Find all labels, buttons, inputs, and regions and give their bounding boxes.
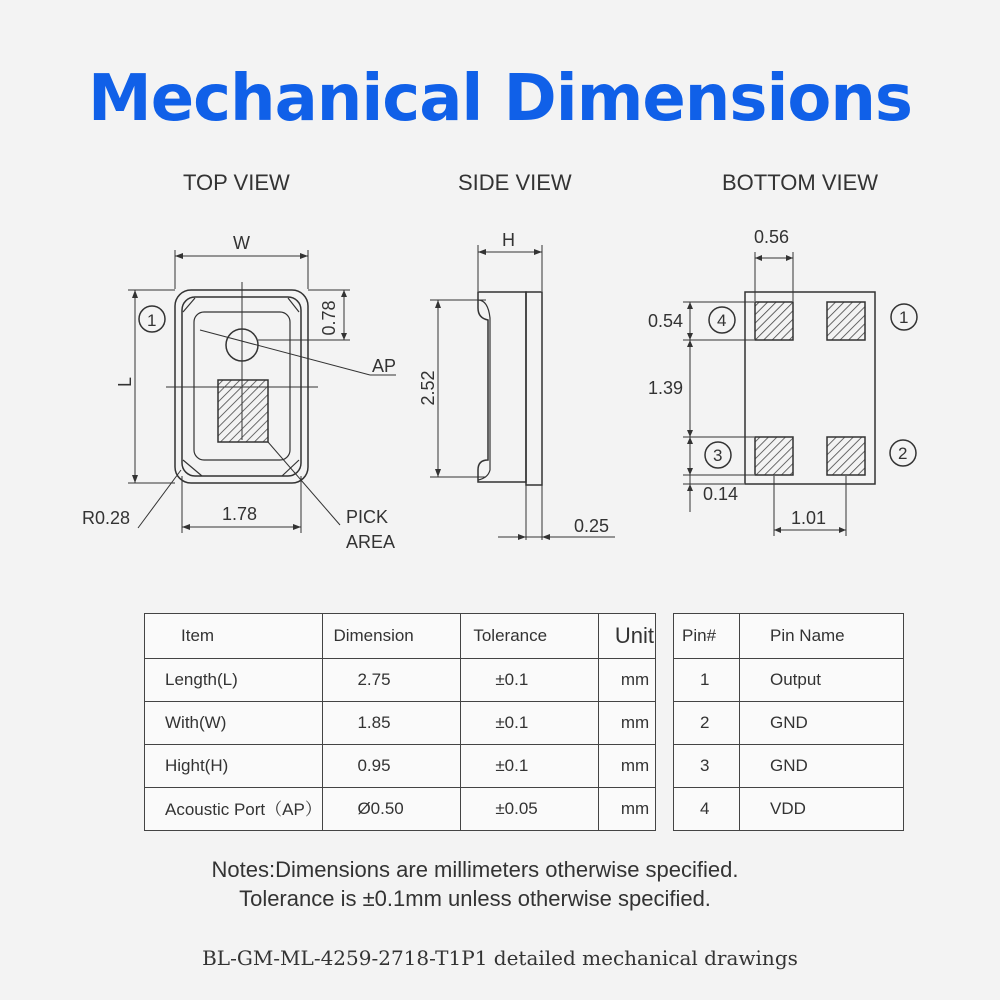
spec-header-dimension: Dimension	[323, 614, 461, 659]
spec-dimension: 1.85	[323, 702, 461, 745]
spec-item: Length(L)	[145, 659, 323, 702]
dim-025: 0.25	[574, 516, 610, 536]
page-title: Mechanical Dimensions	[88, 62, 912, 136]
caption: BL-GM-ML-4259-2718-T1P1 detailed mechanical drawings	[202, 946, 798, 970]
spec-dimension: 0.95	[323, 745, 461, 788]
table-row	[145, 659, 656, 702]
table-row	[145, 745, 656, 788]
pin-table	[673, 613, 904, 831]
bottom-view-labels	[648, 227, 908, 528]
pin-name: VDD	[740, 788, 904, 831]
table-row	[674, 745, 904, 788]
dim-178: 1.78	[222, 504, 258, 524]
spec-item: Acoustic Port（AP）	[145, 788, 323, 831]
spec-header-tolerance: Tolerance	[461, 614, 599, 659]
pin-number: 4	[674, 788, 740, 831]
spec-tolerance: ±0.1	[461, 702, 599, 745]
spec-item: With(W)	[145, 702, 323, 745]
dim-054: 0.54	[648, 311, 684, 331]
dim-l: L	[115, 376, 135, 387]
side-lid	[526, 292, 542, 485]
spec-unit: mm	[598, 788, 655, 831]
side-view-labels	[418, 230, 609, 536]
pin-name: GND	[740, 745, 904, 788]
table-row	[145, 788, 656, 831]
pin-number: 1	[674, 659, 740, 702]
pick-area	[218, 380, 268, 442]
pin-header-number: Pin#	[674, 614, 740, 659]
top-view-label: TOP VIEW	[183, 170, 290, 195]
spec-unit: mm	[598, 745, 655, 788]
pin-name: GND	[740, 702, 904, 745]
bottom-view-label: BOTTOM VIEW	[722, 170, 879, 195]
pick-label-2: AREA	[346, 532, 396, 552]
pad-1	[827, 302, 865, 340]
bottom-pin3: 3	[713, 446, 723, 465]
dim-078: 0.78	[319, 300, 339, 336]
spec-item: Hight(H)	[145, 745, 323, 788]
spec-header-item: Item	[145, 614, 323, 659]
pad-3	[755, 437, 793, 475]
dim-056: 0.56	[754, 227, 790, 247]
pin-number: 2	[674, 702, 740, 745]
bottom-pin1: 1	[899, 308, 909, 327]
spec-dimension: 2.75	[323, 659, 461, 702]
spec-unit: mm	[598, 702, 655, 745]
dim-w: W	[233, 233, 250, 253]
pin-header-name: Pin Name	[740, 614, 904, 659]
top-pin1: 1	[147, 311, 157, 330]
pin-header-row	[674, 614, 904, 659]
table-row	[674, 702, 904, 745]
spec-dimension: Ø0.50	[323, 788, 461, 831]
spec-unit: mm	[598, 659, 655, 702]
dim-h: H	[502, 230, 515, 250]
table-row	[145, 702, 656, 745]
spec-tolerance: ±0.1	[461, 745, 599, 788]
dim-014: 0.14	[703, 484, 739, 504]
dim-r028: R0.28	[82, 508, 131, 528]
notes-line-2: Tolerance is ±0.1mm unless otherwise specified.	[239, 886, 711, 911]
spec-table	[144, 613, 656, 831]
dim-139: 1.39	[648, 378, 684, 398]
side-view-label: SIDE VIEW	[458, 170, 572, 195]
spec-tolerance: ±0.05	[461, 788, 599, 831]
spec-tolerance: ±0.1	[461, 659, 599, 702]
notes-line-1: Notes:Dimensions are millimeters otherwise specified.	[211, 857, 739, 882]
bottom-pin2: 2	[898, 444, 908, 463]
pin-number: 3	[674, 745, 740, 788]
spec-header-unit: Unit	[598, 614, 655, 659]
spec-header-row	[145, 614, 656, 659]
table-row	[674, 659, 904, 702]
table-row	[674, 788, 904, 831]
dim-252: 2.52	[418, 370, 438, 406]
pin-name: Output	[740, 659, 904, 702]
pad-2	[827, 437, 865, 475]
pick-label-1: PICK	[346, 507, 389, 527]
side-view	[430, 245, 615, 540]
dim-101: 1.01	[791, 508, 827, 528]
pad-4	[755, 302, 793, 340]
bottom-pin4: 4	[717, 311, 727, 330]
side-body-outline	[478, 292, 526, 482]
dim-ap: AP	[372, 356, 397, 376]
top-view	[128, 250, 396, 533]
